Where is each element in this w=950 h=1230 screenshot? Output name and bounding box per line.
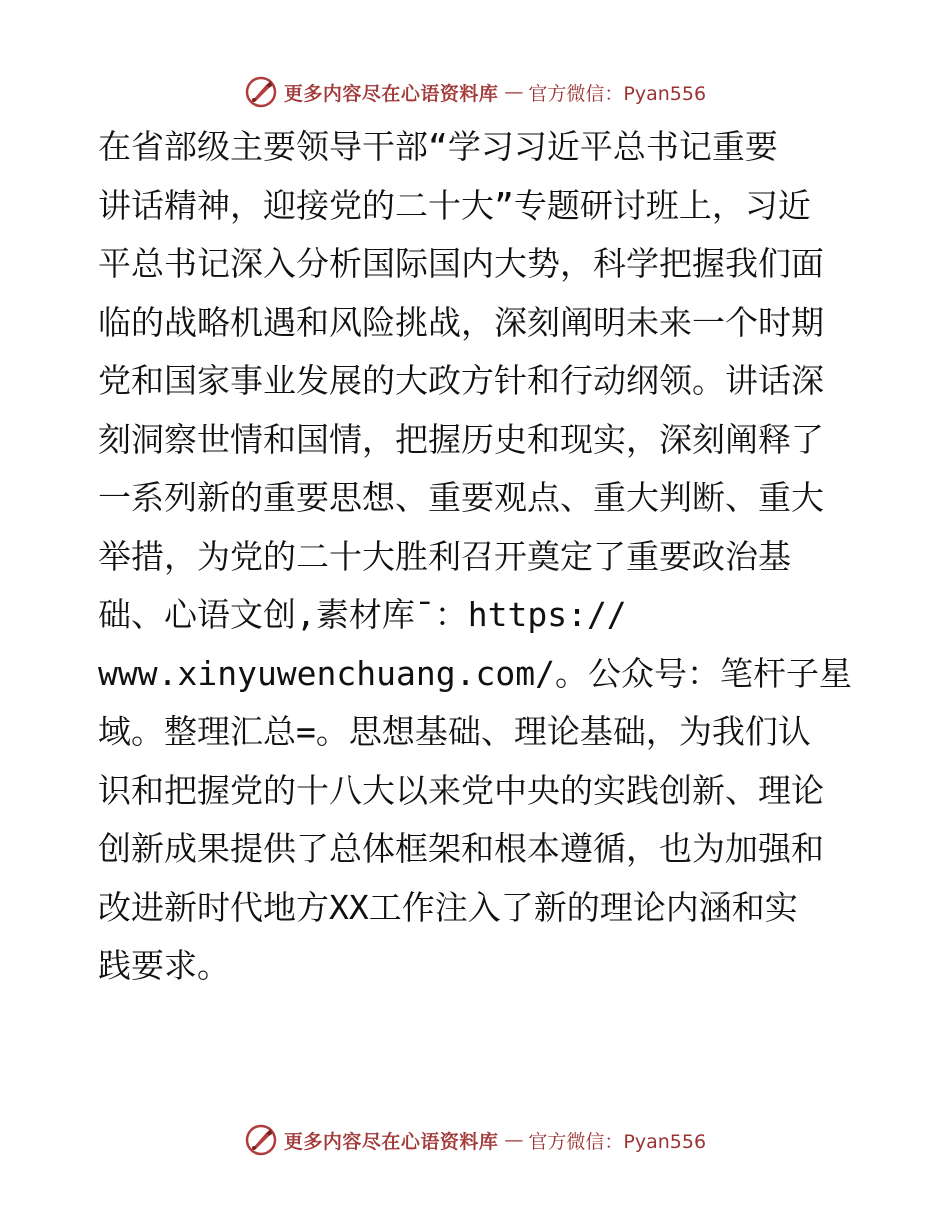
text-line: 创新成果提供了总体框架和根本遵循，也为加强和 bbox=[98, 829, 824, 868]
text-line: 刻洞察世情和国情，把握历史和现实，深刻阐释了 bbox=[98, 419, 824, 459]
document-body bbox=[98, 118, 858, 996]
text-line: 举措，为党的二十大胜利召开奠定了重要政治基 bbox=[98, 536, 791, 576]
header-banner-separator: — bbox=[504, 81, 523, 103]
header-banner bbox=[0, 70, 950, 114]
quill-logo-icon bbox=[244, 75, 278, 109]
text-line: 党和国家事业发展的大政方针和行动纲领。讲话深 bbox=[98, 361, 824, 400]
text-line: 平总书记深入分析国际国内大势，科学把握我们面 bbox=[98, 244, 824, 283]
quill-logo-icon bbox=[244, 1123, 278, 1157]
header-banner-text: 更多内容尽在心语资料库 bbox=[283, 82, 499, 105]
text-line: 一系列新的重要思想、重要观点、重大判断、重大 bbox=[98, 478, 824, 517]
text-line: 践要求。 bbox=[98, 946, 230, 985]
text-line: 在省部级主要领导干部“学习习近平总书记重要 bbox=[98, 127, 778, 166]
footer-banner-separator: — bbox=[504, 1129, 523, 1151]
text-line: 改进新时代地方XX工作注入了新的理论内涵和实 bbox=[98, 887, 798, 927]
footer-banner bbox=[0, 1118, 950, 1162]
text-line: 域。整理汇总=。思想基础、理论基础，为我们认 bbox=[98, 712, 811, 751]
text-line: 临的战略机遇和风险挑战，深刻阐明未来一个时期 bbox=[98, 302, 824, 342]
text-line: 识和把握党的十八大以来党中央的实践创新、理论 bbox=[98, 770, 824, 810]
text-line: www.xinyuwenchuang.com/。公众号：笔杆子星 bbox=[98, 653, 852, 693]
footer-banner-text: 更多内容尽在心语资料库 bbox=[283, 1130, 499, 1153]
footer-wechat-text: 官方微信：Pyan556 bbox=[528, 1130, 707, 1153]
header-wechat-text: 官方微信：Pyan556 bbox=[528, 82, 707, 105]
text-line: 础、心语文创,素材库¯：https:// bbox=[98, 595, 627, 634]
text-line: 讲话精神，迎接党的二十大”专题研讨班上，习近 bbox=[98, 185, 811, 225]
